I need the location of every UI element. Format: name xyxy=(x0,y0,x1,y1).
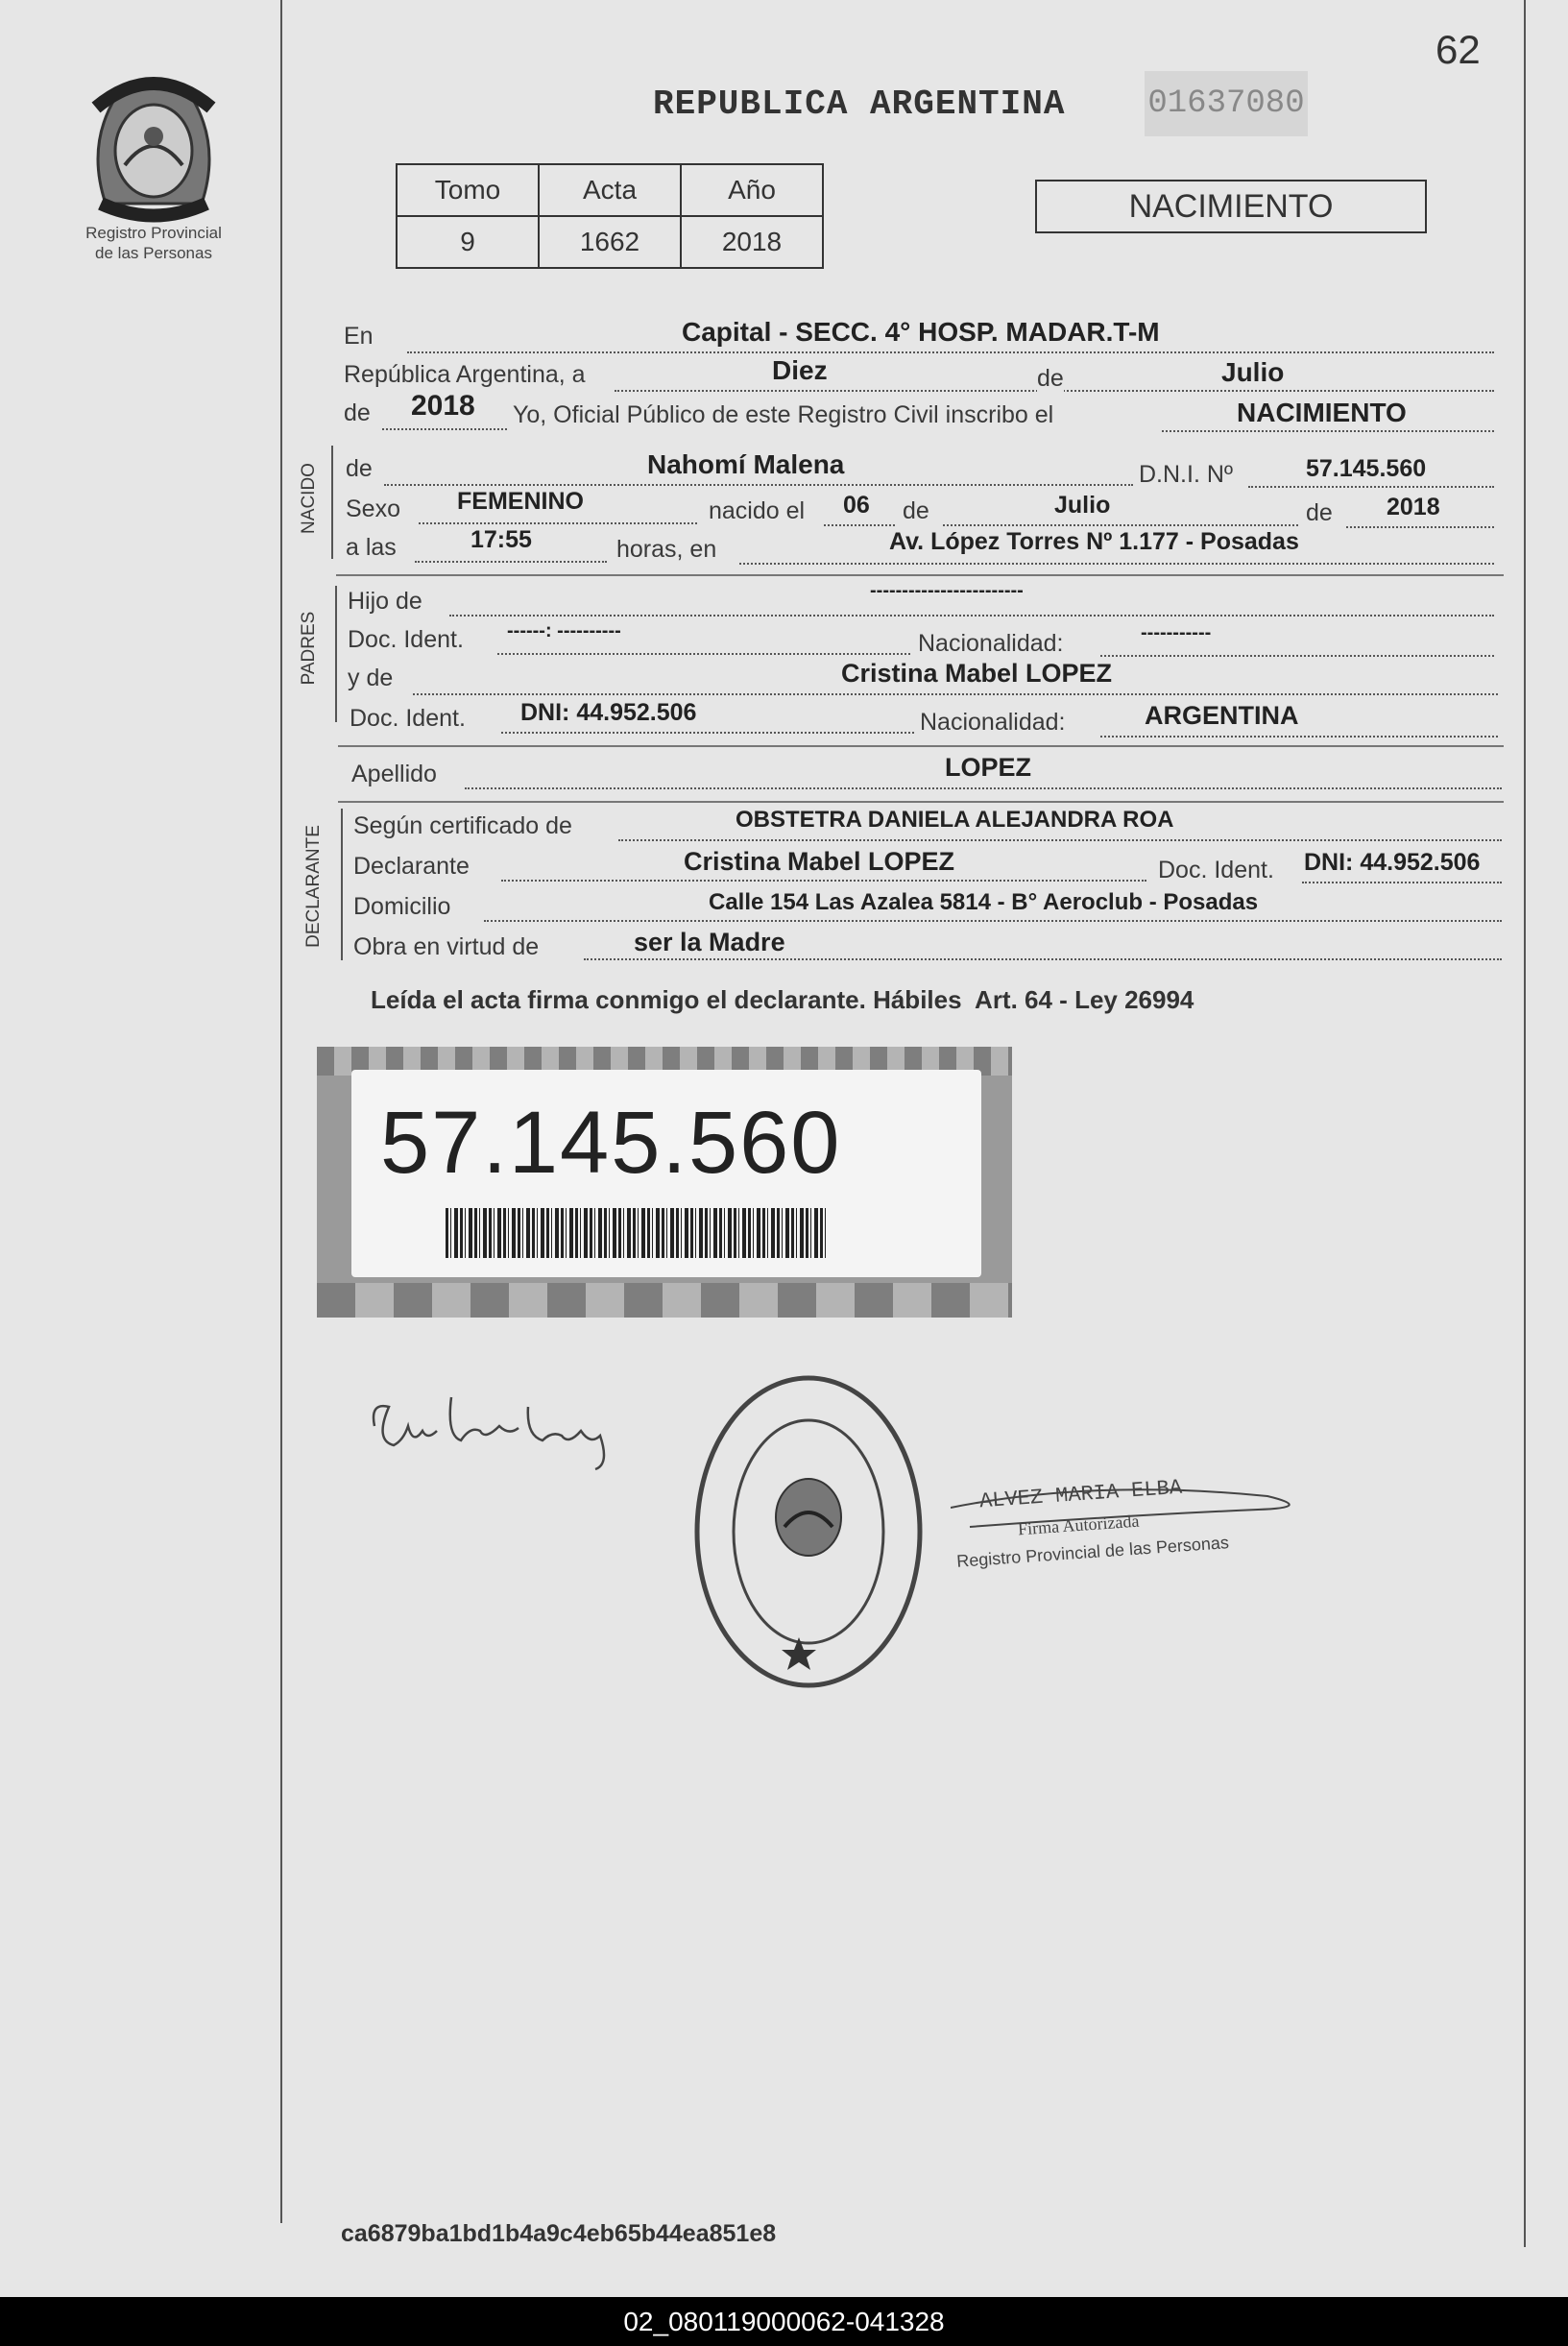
declarante-sidebar xyxy=(341,809,343,960)
section-divider-2 xyxy=(338,745,1504,747)
nacionalidad-label-1: Nacionalidad: xyxy=(918,630,1064,657)
dni-sticker xyxy=(317,1047,1012,1318)
dia-nac-line xyxy=(824,524,895,526)
madre-value: Cristina Mabel LOPEZ xyxy=(841,659,1113,688)
misiones-crest-icon xyxy=(77,60,230,223)
sexo-value: FEMENINO xyxy=(457,488,584,515)
nacido-de-label: de xyxy=(346,455,373,482)
domicilio-label: Domicilio xyxy=(353,893,451,920)
section-divider-1 xyxy=(336,574,1504,576)
logo-caption xyxy=(48,223,259,263)
dni-label: D.N.I. Nº xyxy=(1139,461,1234,488)
declarante-doc-value: DNI: 44.952.506 xyxy=(1304,849,1481,876)
de-label-4: de xyxy=(1306,499,1333,526)
closing-statement: Leída el acta firma conmigo el declarante. Hábiles Art. 64 - Ley 26994 xyxy=(371,985,1194,1014)
side-label-padres: PADRES xyxy=(299,611,319,686)
official-registry: Registro Provincial de las Personas xyxy=(955,1533,1230,1571)
declarante-value: Cristina Mabel LOPEZ xyxy=(684,847,955,876)
padres-sidebar xyxy=(335,586,337,722)
y-de-label: y de xyxy=(348,665,394,691)
en-label: En xyxy=(344,323,374,350)
mes-nac-value: Julio xyxy=(1054,492,1111,519)
year-value: 2018 xyxy=(411,390,475,422)
hijo-de-label: Hijo de xyxy=(348,588,422,615)
doc-ident-label-2: Doc. Ident. xyxy=(350,705,466,732)
acta-value: 1662 xyxy=(539,216,681,268)
serial-number: 01637080 xyxy=(1145,71,1308,136)
side-label-declarante: DECLARANTE xyxy=(303,825,324,948)
declarante-doc-line xyxy=(1302,882,1502,883)
dni-line xyxy=(1248,486,1494,488)
hora-line xyxy=(415,561,607,563)
day-value: Diez xyxy=(772,355,828,385)
registry-seal-icon xyxy=(693,1373,924,1690)
padre-line xyxy=(449,615,1494,617)
logo-caption-line1: Registro Provincial xyxy=(85,224,222,242)
registry-logo xyxy=(77,60,230,223)
page-number: 62 xyxy=(1435,27,1481,72)
de-label-2: de xyxy=(344,399,371,426)
handwritten-signature xyxy=(365,1388,634,1474)
declarante-line xyxy=(501,880,1146,882)
nacido-sidebar xyxy=(331,446,333,559)
horas-en-label: horas, en xyxy=(616,536,717,563)
segun-label: Según certificado de xyxy=(353,812,572,839)
authorized-signature-stamp xyxy=(951,1469,1315,1594)
apellido-value: LOPEZ xyxy=(945,753,1032,782)
section-divider-3 xyxy=(338,801,1504,803)
barcode-icon xyxy=(446,1208,826,1258)
madre-nac-line xyxy=(1100,736,1498,738)
obra-value: ser la Madre xyxy=(634,928,785,956)
right-margin-line xyxy=(1524,0,1526,2247)
logo-caption-line2: de las Personas xyxy=(95,244,212,262)
sticker-pattern-bottom xyxy=(317,1283,1012,1318)
madre-doc-line xyxy=(501,732,914,734)
anio-value: 2018 xyxy=(681,216,823,268)
republica-label: República Argentina, a xyxy=(344,361,586,388)
apellido-line xyxy=(465,787,1502,789)
domicilio-line xyxy=(484,920,1502,922)
side-label-nacido: NACIDO xyxy=(299,463,319,534)
certificado-line xyxy=(618,839,1502,841)
nombre-line xyxy=(384,484,1133,486)
place-value: Capital - SECC. 4° HOSP. MADAR.T-M xyxy=(682,317,1160,347)
doc-ident-label-3: Doc. Ident. xyxy=(1158,857,1274,883)
tipo-value: NACIMIENTO xyxy=(1237,398,1407,427)
sexo-label: Sexo xyxy=(346,496,400,522)
lugar-nac-line xyxy=(739,563,1494,565)
dni-value: 57.145.560 xyxy=(1306,455,1427,482)
record-table xyxy=(396,163,824,269)
mes-nac-line xyxy=(943,524,1298,526)
hora-value: 17:55 xyxy=(470,526,532,553)
anio-nac-value: 2018 xyxy=(1387,494,1440,520)
declarante-label: Declarante xyxy=(353,853,470,880)
padre-doc-value: ------: ---------- xyxy=(507,620,621,641)
footer-bar: 02_080119000062-041328 xyxy=(0,2297,1568,2346)
a-las-label: a las xyxy=(346,534,397,561)
anio-header: Año xyxy=(681,164,823,216)
obra-label: Obra en virtud de xyxy=(353,933,540,960)
yo-text: Yo, Oficial Público de este Registro Civil inscribo el xyxy=(513,401,1054,428)
official-authorized: Firma Autorizada xyxy=(1017,1511,1140,1539)
tipo-line xyxy=(1162,430,1494,432)
doc-ident-label-1: Doc. Ident. xyxy=(348,626,464,653)
de-label-3: de xyxy=(903,497,929,524)
madre-nac-value: ARGENTINA xyxy=(1145,701,1299,730)
apellido-label: Apellido xyxy=(351,761,437,787)
left-margin-line xyxy=(280,0,282,2223)
nombre-value: Nahomí Malena xyxy=(647,449,845,479)
madre-line xyxy=(413,693,1498,695)
de-label-1: de xyxy=(1037,365,1064,392)
sticker-label xyxy=(351,1070,981,1277)
certificado-value: OBSTETRA DANIELA ALEJANDRA ROA xyxy=(736,807,1174,833)
madre-doc-value: DNI: 44.952.506 xyxy=(520,699,697,726)
signature-scribble-icon xyxy=(365,1388,634,1474)
domicilio-value: Calle 154 Las Azalea 5814 - B° Aeroclub - Posadas xyxy=(709,889,1259,915)
padre-doc-line xyxy=(497,653,910,655)
tomo-value: 9 xyxy=(397,216,539,268)
sexo-line xyxy=(419,522,697,524)
nacido-el-label: nacido el xyxy=(709,497,806,524)
tomo-header: Tomo xyxy=(397,164,539,216)
official-name: ALVEZ MARIA ELBA xyxy=(978,1475,1183,1514)
anio-nac-line xyxy=(1346,526,1494,528)
month-value: Julio xyxy=(1221,357,1285,387)
document-hash: ca6879ba1bd1b4a9c4eb65b44ea851e8 xyxy=(341,2220,777,2247)
obra-line xyxy=(584,958,1502,960)
acta-header: Acta xyxy=(539,164,681,216)
official-seal xyxy=(693,1373,924,1690)
padre-nac-value: ----------- xyxy=(1141,622,1212,643)
nacionalidad-label-2: Nacionalidad: xyxy=(920,709,1066,736)
padre-nac-line xyxy=(1100,655,1494,657)
en-line xyxy=(407,351,1494,353)
country-title: REPUBLICA ARGENTINA xyxy=(653,85,1066,124)
lugar-nac-value: Av. López Torres Nº 1.177 - Posadas xyxy=(889,528,1299,555)
padre-value: ------------------------ xyxy=(870,580,1024,601)
dia-nac-value: 06 xyxy=(843,492,870,519)
sticker-dni-number: 57.145.560 xyxy=(380,1094,842,1192)
year-line xyxy=(382,428,507,430)
record-type-box: NACIMIENTO xyxy=(1035,180,1427,233)
